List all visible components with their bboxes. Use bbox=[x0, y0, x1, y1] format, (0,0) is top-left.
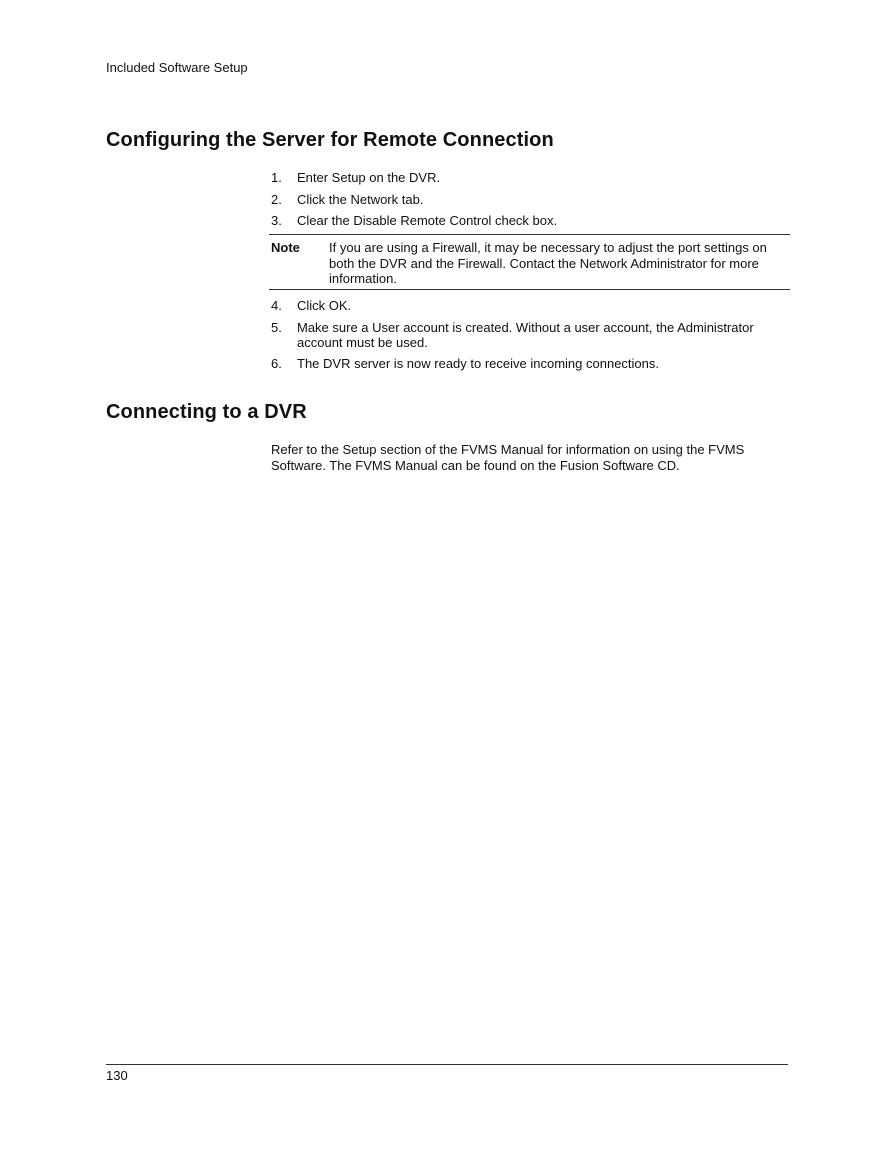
step-number: 6. bbox=[271, 356, 282, 371]
page-number: 130 bbox=[106, 1068, 128, 1083]
running-header: Included Software Setup bbox=[106, 60, 248, 75]
step-text: Enter Setup on the DVR. bbox=[297, 170, 441, 185]
note-text: If you are using a Firewall, it may be necessary to adjust the port settings on both the DVR and the Firewall. Contact the Network Administrator for more information. bbox=[329, 240, 767, 286]
note-box bbox=[269, 234, 790, 290]
list-item bbox=[271, 298, 791, 313]
step-number: 5. bbox=[271, 319, 282, 335]
step-text: Clear the Disable Remote Control check box. bbox=[297, 213, 558, 228]
step-number: 3. bbox=[271, 213, 282, 228]
list-item bbox=[271, 356, 791, 371]
step-number: 1. bbox=[271, 170, 282, 185]
steps-list-before-note bbox=[271, 170, 791, 235]
list-item bbox=[271, 213, 791, 228]
step-text: Make sure a User account is created. Without a user account, the Administrator account must be used. bbox=[297, 319, 754, 350]
section-heading-connecting-dvr: Connecting to a DVR bbox=[106, 401, 307, 423]
section-heading-configuring-server: Configuring the Server for Remote Connection bbox=[106, 129, 554, 151]
step-text: Click the Network tab. bbox=[297, 191, 424, 207]
footer-divider bbox=[106, 1064, 788, 1065]
steps-list-after-note bbox=[271, 298, 791, 378]
list-item bbox=[271, 320, 791, 350]
step-text: The DVR server is now ready to receive incoming connections. bbox=[297, 356, 659, 371]
note-label: Note bbox=[271, 240, 300, 255]
step-number: 2. bbox=[271, 191, 282, 207]
step-number: 4. bbox=[271, 298, 282, 313]
step-text: Click OK. bbox=[297, 298, 352, 313]
body-paragraph: Refer to the Setup section of the FVMS Manual for information on using the FVMS Software. The FVMS Manual can be found on the Fusion Software CD. bbox=[271, 442, 745, 473]
list-item bbox=[271, 192, 791, 207]
list-item bbox=[271, 170, 791, 185]
